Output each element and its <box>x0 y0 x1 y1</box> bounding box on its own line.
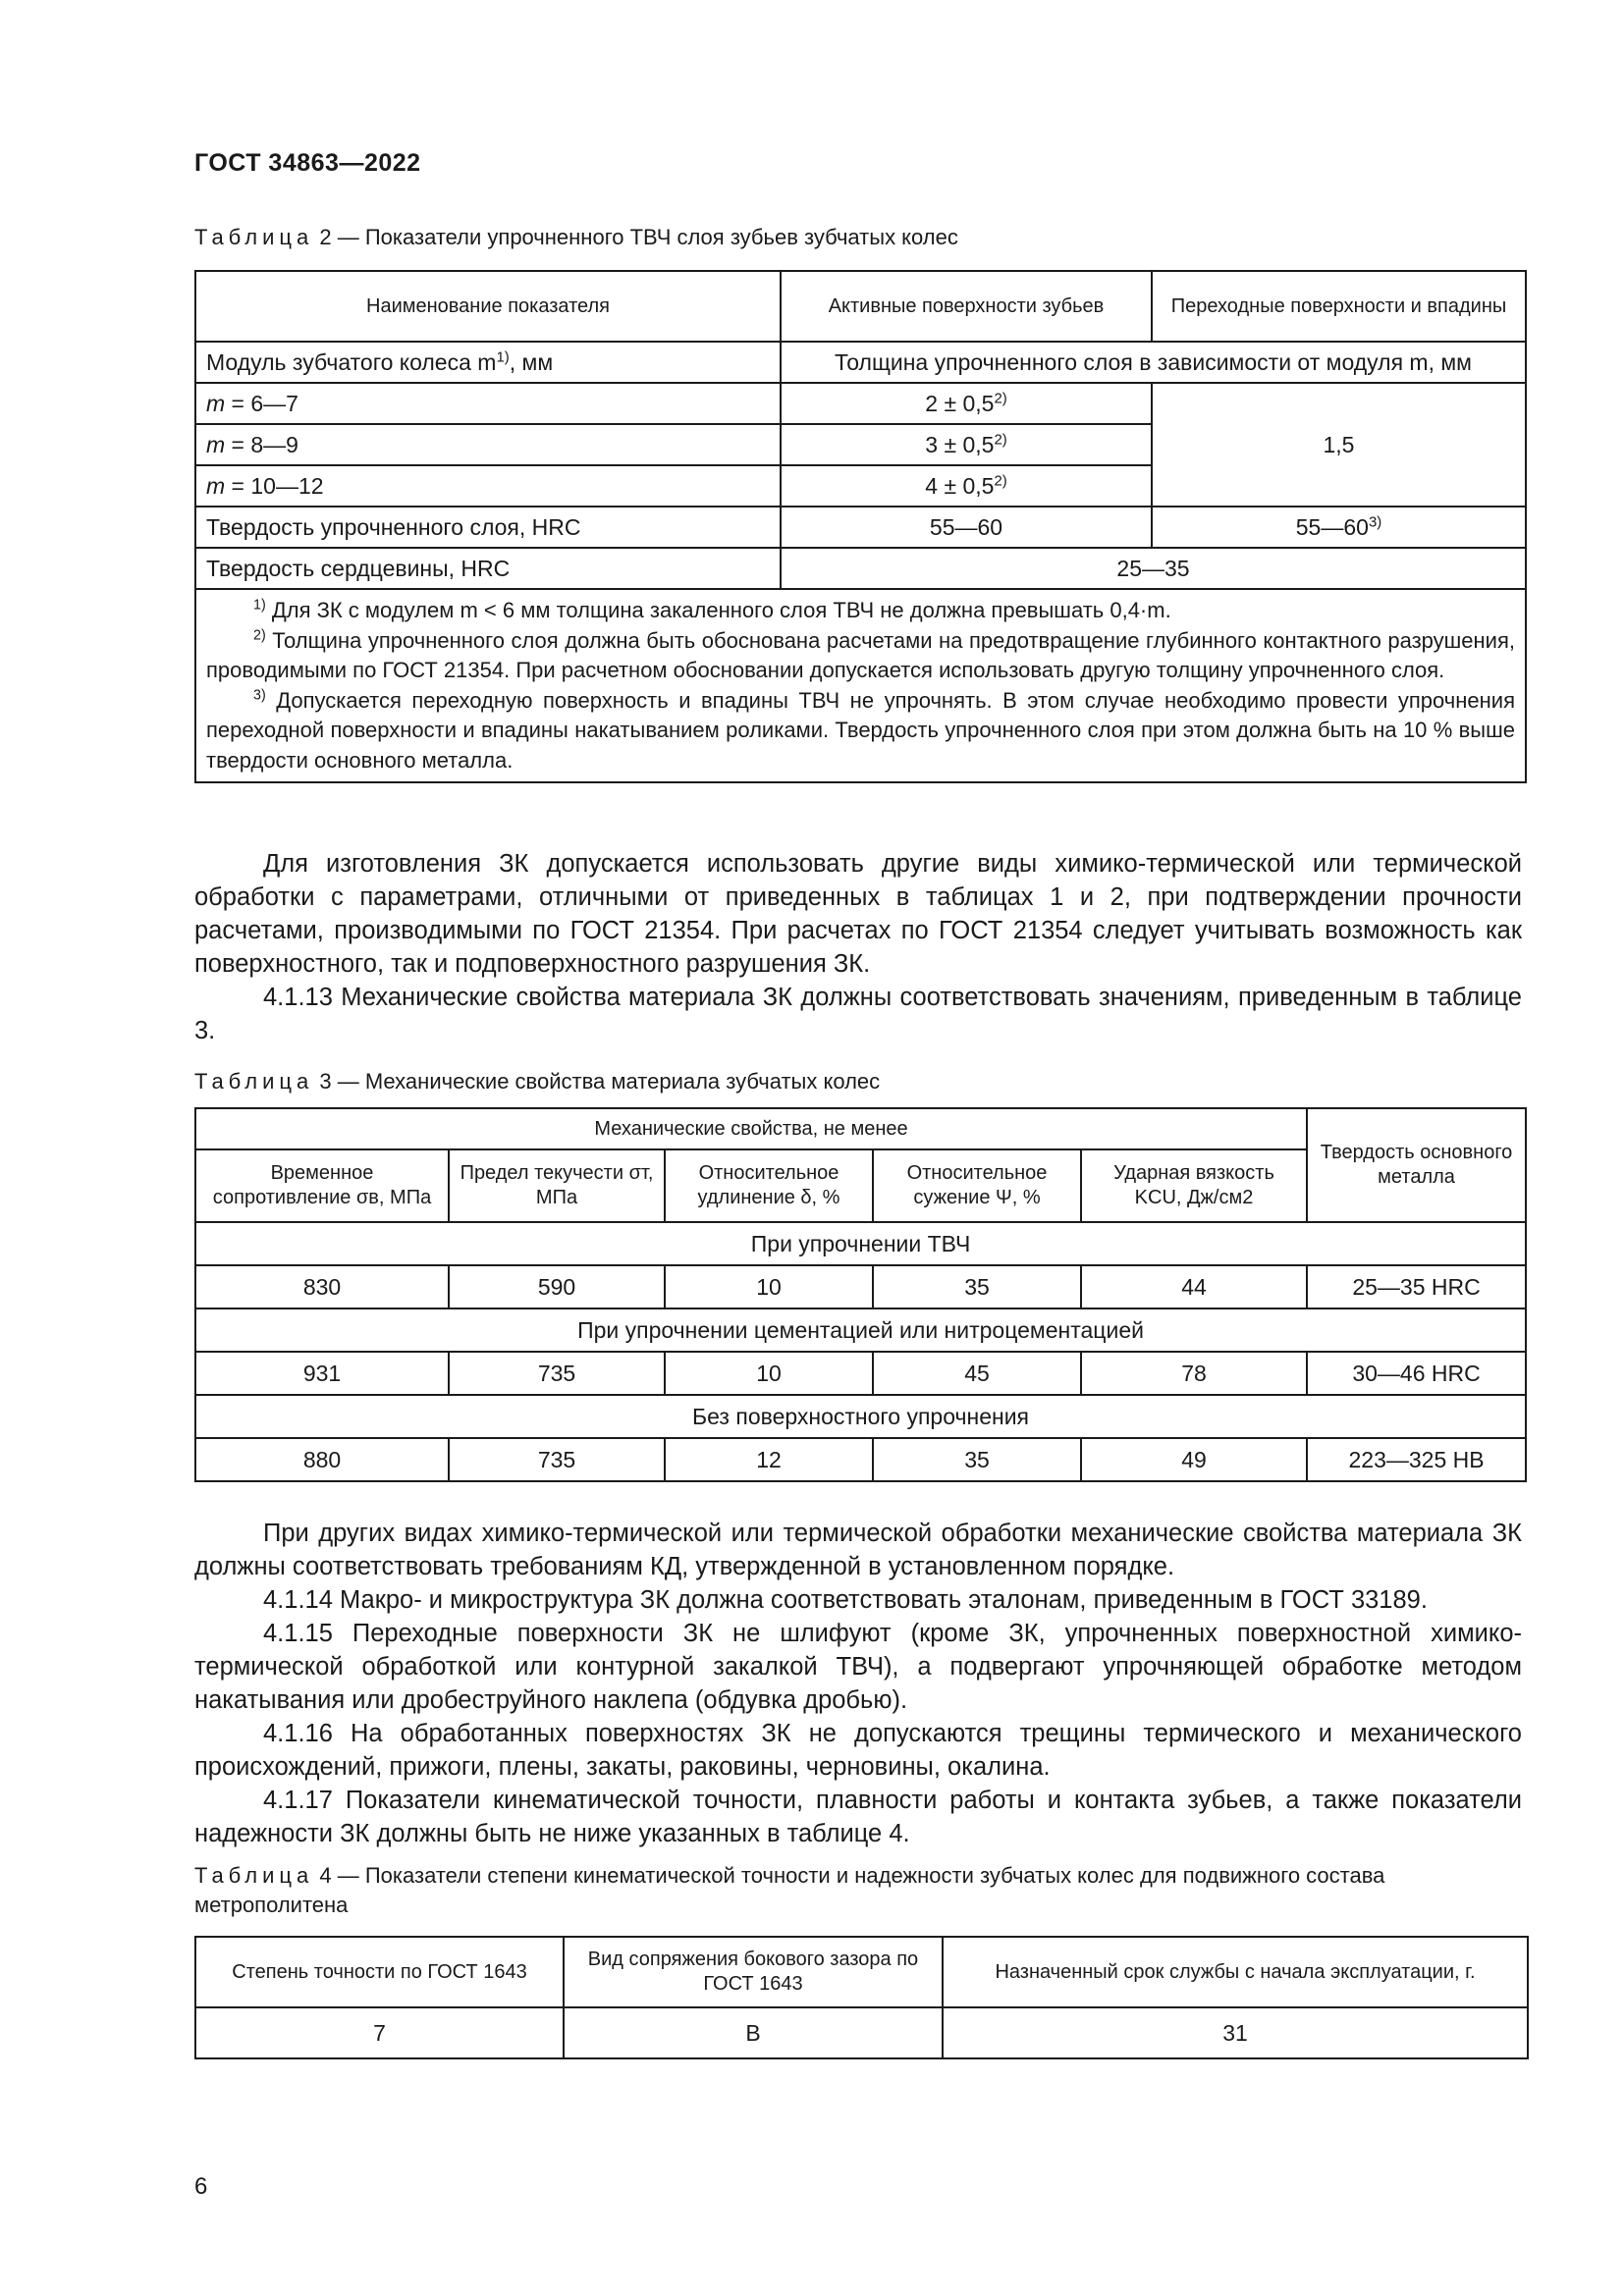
table3-cell: 735 <box>449 1352 665 1395</box>
table2-header-cell: Наименование показателя <box>195 271 781 342</box>
table3-caption <box>194 1067 1520 1096</box>
table4 <box>194 1936 1529 2059</box>
table3-cell: 12 <box>665 1438 873 1481</box>
table2-row-active: $3 \pm 0,5^{2)}$ <box>781 424 1152 465</box>
table3-cell: 45 <box>873 1352 1081 1395</box>
table2-note: $^{2)}$ Толщина упрочненного слоя должна быть обоснована расчетами на предотвращение глубинного контактного разрушения, проводимыми по ГОСТ 21354. При расчетном обосновании допускается использовать другую толщину упрочненного слоя. <box>206 627 1515 682</box>
table3 <box>194 1107 1527 1482</box>
table4-header-cell: Назначенный срок службы с начала эксплуатации, г. <box>943 1937 1528 2007</box>
table2-row-label: m = 8—9 <box>195 424 781 465</box>
table3-cell: 78 <box>1081 1352 1307 1395</box>
paragraph: При других видах химико-термической или термической обработки механические свойства материала ЗК должны соответствовать требованиям КД, утвержденной в установленном порядке. <box>194 1520 1522 1580</box>
table3-cell: 10 <box>665 1265 873 1308</box>
table2-header-cell: Переходные поверхности и впадины <box>1152 271 1526 342</box>
table3-section-row <box>195 1395 1526 1438</box>
table2-row-active: $4 \pm 0,5^{2)}$ <box>781 465 1152 507</box>
table2-hardness-layer-transition: 55—60$^{3)}$ <box>1152 507 1526 548</box>
table2-notes-row <box>195 589 1526 782</box>
table3-col-header: Относительное удлинение δ, % <box>665 1149 873 1222</box>
table3-data-row <box>195 1352 1526 1395</box>
table3-caption-text: 3 — Механические свойства материала зубчатых колес <box>319 1069 881 1094</box>
table2-row-hardness-layer <box>195 507 1526 548</box>
table2-row-label: m = 6—7 <box>195 383 781 424</box>
paragraph: Для изготовления ЗК допускается использовать другие виды химико-термической или термической обработки с параметрами, отличными от приведенных в таблицах 1 и 2, при подтверждении прочности расчетами, производимыми по ГОСТ 21354. При расчетах по ГОСТ 21354 следует учитывать возможность как поверхностного, так и подповерхностного разрушения ЗК. <box>194 850 1522 978</box>
paragraph: 4.1.14 Макро- и микроструктура ЗК должна соответствовать эталонам, приведенным в ГОСТ 33189. <box>263 1586 1428 1614</box>
table3-cell: 880 <box>195 1438 449 1481</box>
table4-caption <box>194 1861 1520 1920</box>
table2-module-value: Толщина упрочненного слоя в зависимости от модуля m, мм <box>781 342 1526 383</box>
table4-caption-label: Таблица <box>194 1863 314 1888</box>
document-header: ГОСТ 34863—2022 <box>194 149 421 177</box>
body-text-2 <box>194 1517 1522 1850</box>
table2-note: $^{1)}$ Для ЗК с модулем m < 6 мм толщина закаленного слоя ТВЧ не должна превышать 0,4·m. <box>253 597 1171 622</box>
table2-row-active: $2 \pm 0,5^{2)}$ <box>781 383 1152 424</box>
table3-cell: 735 <box>449 1438 665 1481</box>
table3-cell: 30—46 HRC <box>1307 1352 1526 1395</box>
table4-header-cell: Степень точности по ГОСТ 1643 <box>195 1937 564 2007</box>
table3-col-header: Предел текучести σт, МПа <box>449 1149 665 1222</box>
table3-cell: 35 <box>873 1438 1081 1481</box>
table3-section-row <box>195 1222 1526 1265</box>
table3-group-header-row <box>195 1108 1526 1149</box>
table2 <box>194 270 1527 783</box>
table2-hardness-layer-active: 55—60 <box>781 507 1152 548</box>
table4-caption-text: 4 — Показатели степени кинематической точности и надежности зубчатых колес для подвижного состава метрополитена <box>194 1863 1385 1917</box>
table3-cell: 10 <box>665 1352 873 1395</box>
table3-section-title: Без поверхностного упрочнения <box>195 1395 1526 1438</box>
paragraph: 4.1.15 Переходные поверхности ЗК не шлифуют (кроме ЗК, упрочненных поверхностной химико-термической обработкой или контурной закалкой ТВЧ), а подвергают упрочняющей обработке методом накатывания или дробеструйного наклепа (обдувка дробью). <box>194 1620 1522 1714</box>
table3-col-header: Временное сопротивление σв, МПа <box>195 1149 449 1222</box>
table2-merged-transition: 1,5 <box>1152 383 1526 507</box>
table4-header-cell: Вид сопряжения бокового зазора по ГОСТ 1643 <box>564 1937 943 2007</box>
paragraph: 4.1.16 На обработанных поверхностях ЗК не допускаются трещины термического и механического происхождений, прижоги, плены, закаты, раковины, черновины, окалина. <box>194 1720 1522 1781</box>
table3-cell: 35 <box>873 1265 1081 1308</box>
table2-row-module <box>195 342 1526 383</box>
table3-col-header: Относительное сужение Ψ, % <box>873 1149 1081 1222</box>
table3-section-row <box>195 1308 1526 1352</box>
table4-cell: 7 <box>195 2007 564 2058</box>
table2-row-label: m = 10—12 <box>195 465 781 507</box>
table3-cell: 590 <box>449 1265 665 1308</box>
table2-row <box>195 383 1526 424</box>
table3-hardness-header: Твердость основного металла <box>1307 1108 1526 1222</box>
table4-cell: 31 <box>943 2007 1528 2058</box>
table3-caption-label: Таблица <box>194 1069 314 1094</box>
table2-header-cell: Активные поверхности зубьев <box>781 271 1152 342</box>
table2-hardness-layer-label: Твердость упрочненного слоя, HRC <box>195 507 781 548</box>
body-text-1 <box>194 847 1522 1047</box>
table3-section-title: При упрочнении цементацией или нитроцементацией <box>195 1308 1526 1352</box>
table2-row-hardness-core <box>195 548 1526 589</box>
table2-caption-label: Таблица <box>194 225 314 249</box>
table2-header-row <box>195 271 1526 342</box>
table2-caption <box>194 223 1520 252</box>
page-number: 6 <box>194 2173 208 2200</box>
table3-data-row <box>195 1265 1526 1308</box>
table2-note: $^{3)}$ Допускается переходную поверхность и впадины ТВЧ не упрочнять. В этом случае необходимо провести упрочнения переходной поверхности и впадины накатыванием роликами. Твердость упрочненного слоя при этом должна быть на 10 % выше твердости основного металла. <box>206 687 1515 773</box>
table3-cell: 223—325 НВ <box>1307 1438 1526 1481</box>
table2-notes <box>195 589 1526 782</box>
table2-module-label: Модуль зубчатого колеса $m^{1)}$, мм <box>195 342 781 383</box>
table4-header-row <box>195 1937 1528 2007</box>
table3-cell: 931 <box>195 1352 449 1395</box>
paragraph: 4.1.13 Механические свойства материала ЗК должны соответствовать значениям, приведенным в таблице 3. <box>194 984 1522 1044</box>
table3-data-row <box>195 1438 1526 1481</box>
table4-cell: В <box>564 2007 943 2058</box>
table2-hardness-core-value: 25—35 <box>781 548 1526 589</box>
table4-data-row <box>195 2007 1528 2058</box>
table2-hardness-core-label: Твердость сердцевины, HRC <box>195 548 781 589</box>
table3-cell: 49 <box>1081 1438 1307 1481</box>
table3-section-title: При упрочнении ТВЧ <box>195 1222 1526 1265</box>
table3-cell: 830 <box>195 1265 449 1308</box>
table2-caption-text: 2 — Показатели упрочненного ТВЧ слоя зубьев зубчатых колес <box>319 225 958 249</box>
table3-cell: 25—35 HRC <box>1307 1265 1526 1308</box>
table3-cell: 44 <box>1081 1265 1307 1308</box>
table3-col-header: Ударная вязкость KCU, Дж/см2 <box>1081 1149 1307 1222</box>
table3-group-header: Механические свойства, не менее <box>195 1108 1307 1149</box>
paragraph: 4.1.17 Показатели кинематической точности, плавности работы и контакта зубьев, а также показатели надежности ЗК должны быть не ниже указанных в таблице 4. <box>194 1787 1522 1847</box>
